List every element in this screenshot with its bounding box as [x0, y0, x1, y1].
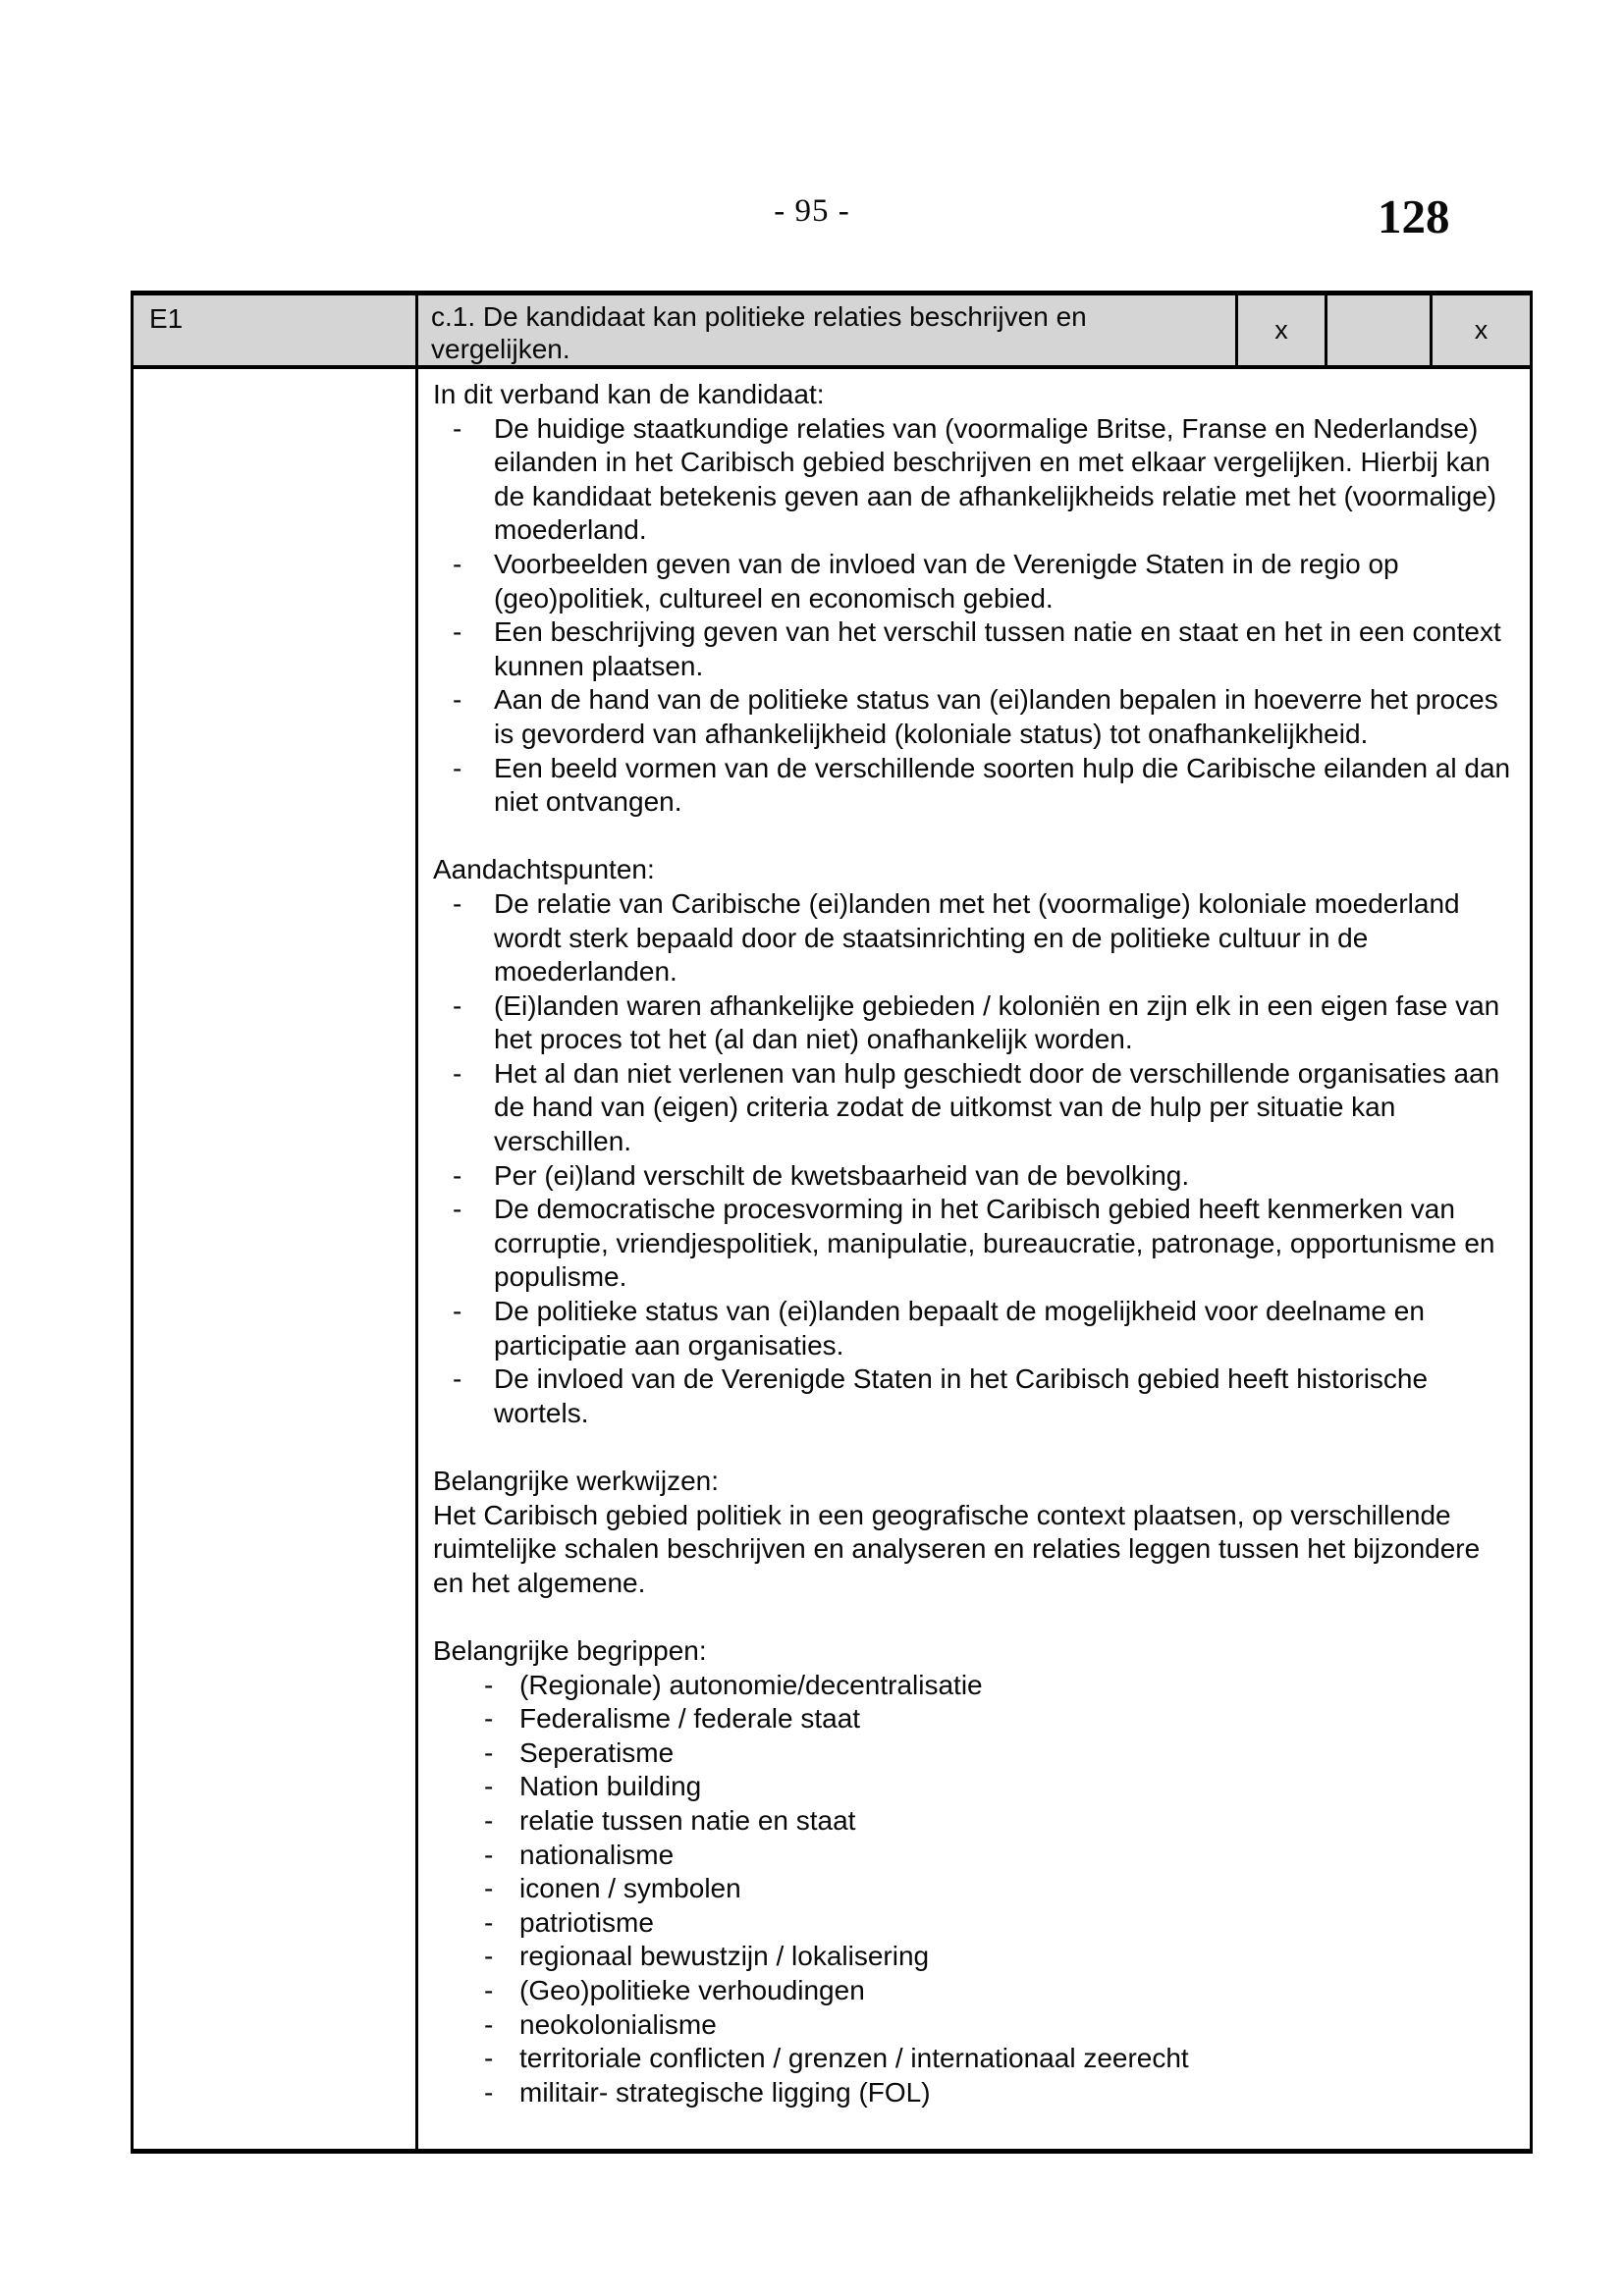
list-item-text: Federalisme / federale staat: [519, 1703, 861, 1735]
list-item-text: Een beschrijving geven van het verschil tussen natie en staat en het in een context kunnen plaatsen.: [494, 616, 1501, 681]
page-stamp: 128: [1378, 189, 1450, 243]
bullet-dash-icon: -: [484, 2076, 494, 2108]
list-item: [433, 1362, 1512, 1430]
list-item-text: Een beeld vormen van de verschillende soorten hulp die Caribische eilanden al dan niet ontvangen.: [494, 752, 1511, 818]
bullet-dash-icon: -: [484, 1703, 494, 1735]
list-item-text: Nation building: [519, 1771, 702, 1802]
table-body-row: [134, 369, 1530, 2149]
blank-line: [433, 1430, 1512, 1465]
bullet-dash-icon: -: [453, 887, 462, 919]
list-item-text: (Geo)politieke verhoudingen: [519, 1974, 865, 2005]
list-item: [433, 1839, 1512, 1873]
list-item-text: territoriale conflicten / grenzen / internationaal zeerecht: [519, 2043, 1189, 2074]
list-item-text: neokolonialisme: [519, 2008, 717, 2040]
list-item: [433, 1702, 1512, 1736]
list-item-text: iconen / symbolen: [519, 1873, 741, 1904]
list-item-text: De relatie van Caribische (ei)landen met het (voormalige) koloniale moederland wordt sterk bepaald door de staatsinrichting en de politieke cultuur in de moederlanden.: [494, 887, 1460, 988]
list-item: [433, 1872, 1512, 1906]
mark-cell-2: [1325, 295, 1430, 365]
list-item-text: nationalisme: [519, 1839, 675, 1870]
list-item: [433, 548, 1512, 615]
list-item-text: Per (ei)land verschilt de kwetsbaarheid van de bevolking.: [494, 1159, 1190, 1191]
list-item-text: relatie tussen natie en staat: [519, 1804, 856, 1836]
section-heading: Belangrijke begrippen:: [433, 1634, 707, 1666]
row-code-cell: E1: [149, 303, 184, 334]
sub-bullet-list: [433, 1669, 1512, 2110]
list-item: [433, 1940, 1512, 1974]
bullet-dash-icon: -: [484, 1839, 494, 1870]
bullet-dash-icon: -: [484, 1771, 494, 1802]
list-item: [433, 615, 1512, 683]
bullet-dash-icon: -: [484, 1873, 494, 1904]
list-item-text: Het al dan niet verlenen van hulp geschiedt door de verschillende organisaties aan de hand van (eigen) criteria zodat de uitkomst van de hulp per situatie kan verschillen.: [494, 1057, 1500, 1157]
list-item: [433, 1669, 1512, 1703]
section-heading: Belangrijke werkwijzen:: [433, 1466, 720, 1496]
list-item: [433, 1057, 1512, 1159]
bullet-dash-icon: -: [484, 1941, 494, 1972]
bullet-dash-icon: -: [453, 616, 462, 648]
intro-line: In dit verband kan de kandidaat:: [433, 379, 825, 409]
bullet-dash-icon: -: [453, 548, 462, 579]
list-item-text: Voorbeelden geven van de invloed van de Verenigde Staten in de regio op (geo)politiek, cultureel en economisch gebied.: [494, 548, 1399, 614]
list-item: [433, 1736, 1512, 1771]
list-item: [433, 2008, 1512, 2043]
list-item: [433, 989, 1512, 1057]
list-item-text: Seperatisme: [519, 1736, 675, 1768]
table-header-row: [134, 295, 1530, 369]
list-item: [433, 1159, 1512, 1194]
list-item-text: De huidige staatkundige relaties van (voormalige Britse, Franse en Nederlandse) eilanden in het Caribisch gebied beschrijven en met elkaar vergelijken. Hierbij kan de kandidaat betekenis geven aan de afhankelijkheids relatie met het (voormalige) moederland.: [494, 412, 1497, 546]
body-content: [415, 369, 1530, 2149]
page-number-label: - 95 -: [774, 193, 850, 229]
bullet-dash-icon: -: [453, 684, 462, 716]
bullet-dash-icon: -: [484, 1974, 494, 2005]
list-item: [433, 1906, 1512, 1941]
bullet-dash-icon: -: [453, 412, 462, 444]
list-item-text: militair- strategische ligging (FOL): [519, 2076, 931, 2108]
bullet-dash-icon: -: [453, 752, 462, 783]
list-item: [433, 2076, 1512, 2110]
bullet-dash-icon: -: [453, 1159, 462, 1191]
list-item-text: regionaal bewustzijn / lokalisering: [519, 1941, 930, 1972]
objective-cell: c.1. De kandidaat kan politieke relaties beschrijven en vergelijken.: [415, 295, 1235, 365]
list-item: [433, 2042, 1512, 2076]
list-item: [433, 887, 1512, 989]
list-item-text: De invloed van de Verenigde Staten in het Caribisch gebied heeft historische wortels.: [494, 1363, 1429, 1428]
bullet-list: [433, 412, 1512, 820]
bullet-dash-icon: -: [484, 2043, 494, 2074]
list-item: [433, 1974, 1512, 2008]
bullet-dash-icon: -: [453, 1194, 462, 1225]
mark-cell-1: x: [1235, 295, 1325, 365]
list-item: [433, 412, 1512, 548]
bullet-dash-icon: -: [484, 1804, 494, 1836]
bullet-dash-icon: -: [453, 1363, 462, 1395]
list-item-text: De democratische procesvorming in het Caribisch gebied heeft kenmerken van corruptie, vriendjespolitiek, manipulatie, bureaucratie, patronage, opportunisme en populisme.: [494, 1194, 1495, 1293]
list-item-text: (Ei)landen waren afhankelijke gebieden / koloniën en zijn elk in een eigen fase van het proces tot het (al dan niet) onafhankelijk worden.: [494, 989, 1500, 1055]
bullet-dash-icon: -: [484, 1669, 494, 1700]
bullet-dash-icon: -: [453, 1057, 462, 1089]
bullet-dash-icon: -: [453, 1296, 462, 1327]
list-item-text: De politieke status van (ei)landen bepaalt de mogelijkheid voor deelname en participatie aan organisaties.: [494, 1296, 1425, 1361]
blank-line: [433, 820, 1512, 854]
bullet-dash-icon: -: [484, 1736, 494, 1768]
blank-line: [433, 1600, 1512, 1634]
bullet-dash-icon: -: [484, 2008, 494, 2040]
bullet-dash-icon: -: [453, 989, 462, 1021]
mark-cell-3: x: [1430, 295, 1530, 365]
bullet-dash-icon: -: [484, 1906, 494, 1938]
list-item: [433, 1804, 1512, 1839]
code-column-empty-cell: [134, 369, 415, 2149]
list-item: [433, 683, 1512, 751]
list-item-text: patriotisme: [519, 1906, 654, 1938]
list-item: [433, 1295, 1512, 1362]
list-item: [433, 1770, 1512, 1804]
list-item-text: Aan de hand van de politieke status van (ei)landen bepalen in hoeverre het proces is gevorderd van afhankelijkheid (koloniale status) tot onafhankelijkheid.: [494, 684, 1498, 749]
list-item: [433, 1193, 1512, 1295]
werkwijzen-paragraph: Het Caribisch gebied politiek in een geografische context plaatsen, op verschillende ruimtelijke schalen beschrijven en analyseren en relaties leggen tussen het bijzondere en het algemene.: [433, 1499, 1481, 1598]
list-item: [433, 752, 1512, 820]
bullet-list: [433, 887, 1512, 1431]
section-heading: Aandachtspunten:: [433, 854, 655, 885]
list-item-text: (Regionale) autonomie/decentralisatie: [519, 1669, 983, 1700]
curriculum-table: [131, 291, 1533, 2154]
